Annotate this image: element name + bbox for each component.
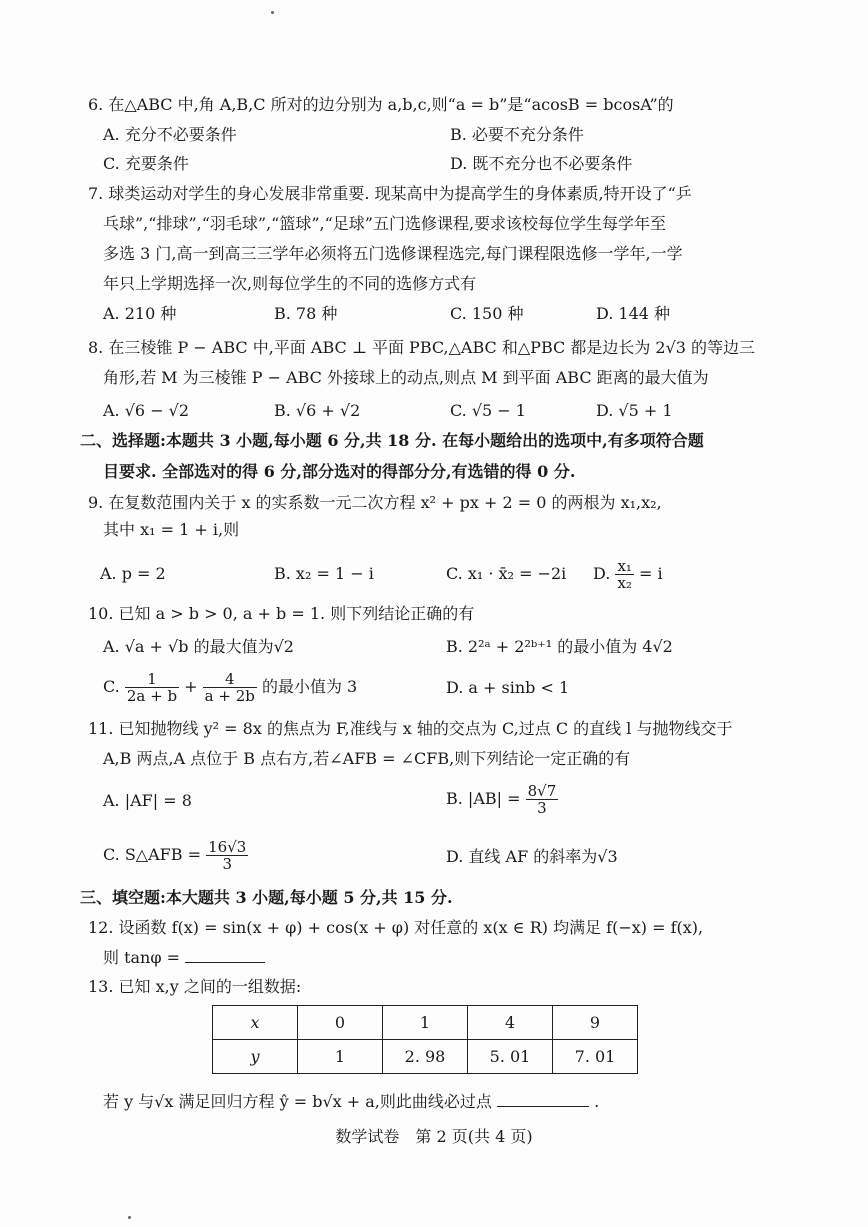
fraction-numerator: 1 bbox=[125, 671, 179, 688]
q10-stem: 10. 已知 a > b > 0, a + b = 1. 则下列结论正确的有 bbox=[88, 604, 475, 623]
q11-option-a: A. |AF| = 8 bbox=[103, 791, 192, 810]
q10-option-a: A. √a + √b 的最大值为√2 bbox=[103, 637, 294, 656]
page-footer: 数学试卷 第 2 页(共 4 页) bbox=[335, 1127, 533, 1146]
q9-option-d-label: D. bbox=[593, 564, 611, 583]
table-cell: 5. 01 bbox=[468, 1040, 553, 1074]
q11-option-c-label: C. S△AFB = bbox=[103, 845, 202, 864]
q9-option-d-rhs: = i bbox=[639, 564, 663, 583]
q6-option-d: D. 既不充分也不必要条件 bbox=[450, 154, 633, 173]
q11-line-1: 11. 已知抛物线 y² = 8x 的焦点为 F,准线与 x 轴的交点为 C,过点 C 的直线 l 与抛物线交于 bbox=[88, 719, 733, 738]
q6-option-a: A. 充分不必要条件 bbox=[103, 125, 237, 144]
q9-line-1: 9. 在复数范围内关于 x 的实系数一元二次方程 x² + px + 2 = 0 的两根为 x₁,x₂, bbox=[88, 493, 662, 512]
table-cell: 7. 01 bbox=[553, 1040, 638, 1074]
section-2-instructions: 目要求. 全部选对的得 6 分,部分选对的得部分分,有选错的得 0 分. bbox=[103, 462, 576, 481]
q11-option-c bbox=[103, 834, 248, 876]
q13-data-table bbox=[212, 1005, 638, 1074]
table-cell: x bbox=[213, 1006, 298, 1040]
q8-option-b: B. √6 + √2 bbox=[274, 401, 361, 420]
q7-option-a: A. 210 种 bbox=[103, 304, 177, 323]
q7-line-1: 7. 球类运动对学生的身心发展非常重要. 现某高中为提高学生的身体素质,特开设了“乒 bbox=[88, 184, 692, 203]
q12-answer-blank[interactable] bbox=[185, 946, 265, 963]
q8-line-2: 角形,若 M 为三棱锥 P − ABC 外接球上的动点,则点 M 到平面 ABC 距离的最大值为 bbox=[103, 368, 709, 387]
q7-line-4: 年只上学期选择一次,则每位学生的不同的选修方式有 bbox=[103, 274, 477, 293]
q13-period: . bbox=[594, 1092, 600, 1111]
table-cell: 0 bbox=[298, 1006, 383, 1040]
q7-option-b: B. 78 种 bbox=[274, 304, 338, 323]
q10-option-c-fraction-2 bbox=[203, 671, 257, 704]
fraction-denominator: 2a + b bbox=[126, 687, 178, 705]
q10-option-c-label: C. bbox=[103, 677, 120, 696]
q12-line-1: 12. 设函数 f(x) = sin(x + φ) + cos(x + φ) 对任意的 x(x ∈ R) 均满足 f(−x) = f(x), bbox=[88, 918, 704, 937]
fraction-numerator: 4 bbox=[203, 671, 257, 688]
q9-option-d-fraction bbox=[615, 558, 633, 591]
section-3-heading: 三、填空题:本大题共 3 小题,每小题 5 分,共 15 分. bbox=[80, 888, 453, 907]
q7-line-2: 乓球”,“排球”,“羽毛球”,“篮球”,“足球”五门选修课程,要求该校每位学生每学年至 bbox=[103, 214, 667, 233]
q10-option-c-fraction-1 bbox=[125, 671, 179, 704]
q11-option-b bbox=[446, 778, 558, 820]
table-cell: 1 bbox=[298, 1040, 383, 1074]
q9-option-d bbox=[593, 553, 663, 595]
table-cell: 1 bbox=[383, 1006, 468, 1040]
q8-option-a: A. √6 − √2 bbox=[103, 401, 190, 420]
q6-option-c: C. 充要条件 bbox=[103, 154, 189, 173]
q9-option-c: C. x₁ · x̄₂ = −2i bbox=[446, 564, 567, 583]
scan-speck bbox=[271, 11, 274, 14]
table-cell: y bbox=[213, 1040, 298, 1074]
q11-line-2: A,B 两点,A 点位于 B 点右方,若∠AFB = ∠CFB,则下列结论一定正确的有 bbox=[103, 749, 631, 768]
q9-option-a: A. p = 2 bbox=[100, 564, 166, 583]
fraction-numerator: 16√3 bbox=[208, 838, 247, 856]
q13-answer-blank[interactable] bbox=[497, 1090, 589, 1107]
q13-prompt: 若 y 与√x 满足回归方程 ŷ = b√x + a,则此曲线必过点 bbox=[103, 1092, 492, 1111]
q10-option-b: B. 2²ᵃ + 2²ᵇ⁺¹ 的最小值为 4√2 bbox=[446, 637, 673, 656]
q6-option-b: B. 必要不充分条件 bbox=[450, 125, 584, 144]
q6-stem: 6. 在△ABC 中,角 A,B,C 所对的边分别为 a,b,c,则“a = b”是“acosB = bcosA”的 bbox=[88, 95, 674, 114]
q11-option-b-fraction bbox=[526, 783, 559, 816]
q13-line-2 bbox=[103, 1090, 599, 1113]
table-cell: 9 bbox=[553, 1006, 638, 1040]
q8-line-1: 8. 在三棱锥 P − ABC 中,平面 ABC ⊥ 平面 PBC,△ABC 和△PBC 都是边长为 2√3 的等边三 bbox=[88, 338, 756, 357]
q11-option-c-fraction bbox=[206, 839, 248, 872]
q11-option-b-label: B. |AB| = bbox=[446, 789, 521, 808]
fraction-denominator: 3 bbox=[537, 799, 547, 817]
table-row-x bbox=[213, 1006, 638, 1040]
q9-option-b: B. x₂ = 1 − i bbox=[274, 564, 374, 583]
table-cell: 2. 98 bbox=[383, 1040, 468, 1074]
q10-option-d: D. a + sinb < 1 bbox=[446, 678, 570, 697]
fraction-numerator: x₁ bbox=[617, 557, 632, 575]
section-2-heading: 二、选择题:本题共 3 小题,每小题 6 分,共 18 分. 在每小题给出的选项中,有多项符合题 bbox=[80, 431, 704, 450]
fraction-numerator: 8√7 bbox=[527, 782, 557, 800]
table-cell: 4 bbox=[468, 1006, 553, 1040]
plus-sign: + bbox=[184, 677, 198, 696]
fraction-denominator: 3 bbox=[222, 855, 232, 873]
q7-option-c: C. 150 种 bbox=[450, 304, 524, 323]
fraction-denominator: x₂ bbox=[617, 574, 632, 592]
q11-option-d: D. 直线 AF 的斜率为√3 bbox=[446, 847, 618, 866]
q12-prompt: 则 tanφ = bbox=[103, 948, 181, 967]
q10-option-c bbox=[103, 666, 357, 708]
table-row-y bbox=[213, 1040, 638, 1074]
q9-line-2: 其中 x₁ = 1 + i,则 bbox=[103, 520, 240, 539]
q10-option-c-text: 的最小值为 3 bbox=[261, 677, 358, 696]
q8-option-d: D. √5 + 1 bbox=[596, 401, 673, 420]
fraction-denominator: a + 2b bbox=[204, 687, 255, 705]
q7-line-3: 多选 3 门,高一到高三三学年必须将五门选修课程选完,每门课程限选修一学年,一学 bbox=[103, 244, 683, 263]
q12-line-2 bbox=[103, 946, 265, 969]
q7-option-d: D. 144 种 bbox=[596, 304, 671, 323]
scan-speck bbox=[128, 1216, 131, 1219]
q13-stem: 13. 已知 x,y 之间的一组数据: bbox=[88, 977, 302, 996]
q8-option-c: C. √5 − 1 bbox=[450, 401, 526, 420]
